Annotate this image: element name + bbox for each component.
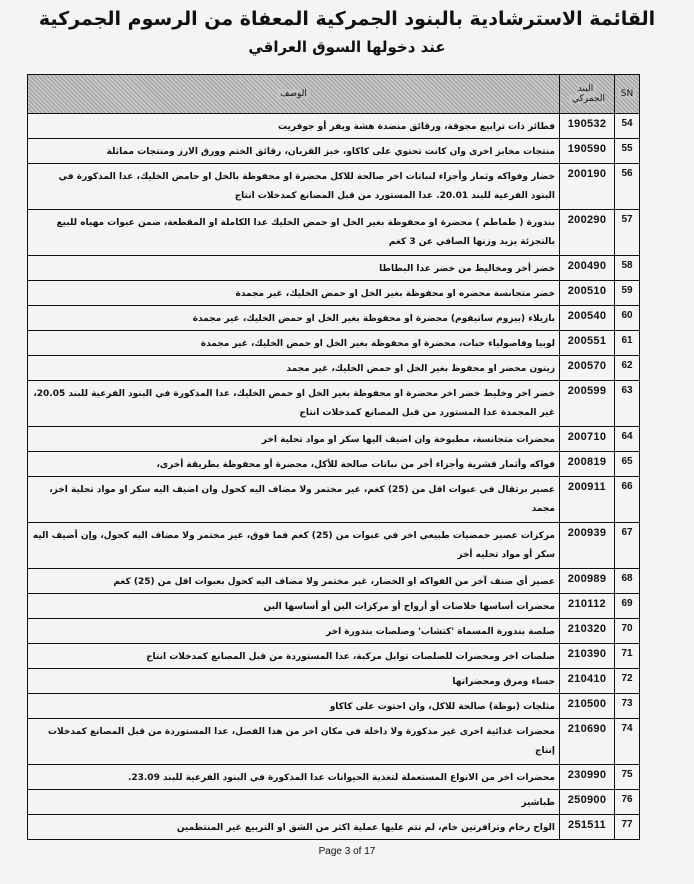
- row-sn: 71: [615, 644, 640, 669]
- row-description: مركزات عصير حمضيات طبيعي اخر في عبوات من (25) كغم فما فوق، غير مختمر ولا مضاف اليه كحول، وإن أضيف اليه سكر أو مواد تحليه أخر: [28, 523, 560, 569]
- table-row: [28, 381, 640, 427]
- row-code: 200939: [560, 523, 615, 569]
- table-row: [28, 719, 640, 765]
- row-code: 200551: [560, 331, 615, 356]
- row-sn: 57: [615, 210, 640, 256]
- row-description: محضرات غذائية اخرى غير مذكورة ولا داخلة في مكان اخر من هذا الفصل، عدا المستوردة من قبل المصانع كمدخلات إنتاج: [28, 719, 560, 765]
- row-code: 250900: [560, 790, 615, 815]
- header-desc: الوصف: [28, 75, 560, 114]
- row-code: 200290: [560, 210, 615, 256]
- row-description: صلصات اخر ومحضرات للصلصات توابل مركبة، عدا المستوردة من قبل المصانع كمدخلات انتاج: [28, 644, 560, 669]
- row-description: عصير برتقال في عبوات اقل من (25) كغم، غير مختمر ولا مضاف اليه كحول وان اضيف اليه سكر او مواد تحلية اخر، مجمد: [28, 477, 560, 523]
- row-code: 200819: [560, 452, 615, 477]
- row-code: 230990: [560, 765, 615, 790]
- row-sn: 76: [615, 790, 640, 815]
- row-description: فواكه وأثمار قشرية وأجزاء أخر من نباتات صالحة للأكل، محضرة أو محفوظة بطريقة أخرى،: [28, 452, 560, 477]
- table-row: [28, 619, 640, 644]
- table-row: [28, 114, 640, 139]
- row-sn: 77: [615, 815, 640, 840]
- table-row: [28, 694, 640, 719]
- row-code: 200989: [560, 569, 615, 594]
- row-code: 200911: [560, 477, 615, 523]
- table-row: [28, 477, 640, 523]
- row-sn: 61: [615, 331, 640, 356]
- row-code: 210500: [560, 694, 615, 719]
- table-header-row: [28, 75, 640, 114]
- table-row: [28, 594, 640, 619]
- table-row: [28, 569, 640, 594]
- table-row: [28, 164, 640, 210]
- row-code: 210112: [560, 594, 615, 619]
- table-row: [28, 210, 640, 256]
- table-row: [28, 281, 640, 306]
- row-description: بندورة ( طماطم ) محضرة او محفوظة بغير الخل او حمض الخليك عدا الكاملة او المقطعة، ضمن عبوات مهياه للبيع بالتجزئة يزيد وزنها الصافي عن 3 كغم: [28, 210, 560, 256]
- page-title: القائمة الاسترشادية بالبنود الجمركية المعفاة من الرسوم الجمركية: [38, 8, 656, 30]
- row-description: طباشير: [28, 790, 560, 815]
- row-description: محضرات أساسها خلاصات أو أرواح أو مركزات البن أو أساسها البن: [28, 594, 560, 619]
- row-sn: 67: [615, 523, 640, 569]
- header-code: البند الجمركي: [560, 75, 615, 114]
- row-code: 200540: [560, 306, 615, 331]
- row-sn: 59: [615, 281, 640, 306]
- table-row: [28, 331, 640, 356]
- row-sn: 74: [615, 719, 640, 765]
- row-description: مثلجات (بوظة) صالحة للاكل، وان احتوت على كاكاو: [28, 694, 560, 719]
- row-code: 200190: [560, 164, 615, 210]
- header-sn: SN: [615, 75, 640, 114]
- row-description: صلصة بندورة المسماة 'كتشاب' وصلصات بندورة اخر: [28, 619, 560, 644]
- row-sn: 58: [615, 256, 640, 281]
- table-row: [28, 306, 640, 331]
- row-description: عصير أي صنف آخر من الفواكه او الخضار، غير مختمر ولا مضاف اليه كحول بعبوات اقل من (25) كغم: [28, 569, 560, 594]
- row-sn: 66: [615, 477, 640, 523]
- table-row: [28, 669, 640, 694]
- row-description: خضار وفواكه وثمار وأجزاء لنباتات اخر صالحة للاكل محضرة او محفوظة بالخل او حامض الخليك، عدا المذكورة في البنود الفرعية للبند 20.01. عدا المستورد من قبل المصانع كمدخلات انتاج: [28, 164, 560, 210]
- row-code: 190532: [560, 114, 615, 139]
- row-description: بازيلاء (بيزوم ساتيفوم) محضرة او محفوظة بغير الخل او حمض الخليك، غير مجمدة: [28, 306, 560, 331]
- table-row: [28, 452, 640, 477]
- row-sn: 56: [615, 164, 640, 210]
- row-description: الواح رخام وترافرتين خام، لم تتم عليها عملية اكثر من الشق او التربيع غير المنتظمين: [28, 815, 560, 840]
- row-description: زيتون محضر او محفوظ بغير الخل او حمض الخليك، غير مجمد: [28, 356, 560, 381]
- table-row: [28, 523, 640, 569]
- row-sn: 72: [615, 669, 640, 694]
- page-number: Page 3 of 17: [318, 846, 376, 857]
- row-description: خضر أخر ومخاليط من خضر عدا البطاطا: [28, 256, 560, 281]
- row-sn: 55: [615, 139, 640, 164]
- table-row: [28, 427, 640, 452]
- row-sn: 73: [615, 694, 640, 719]
- row-code: 210390: [560, 644, 615, 669]
- row-code: 210320: [560, 619, 615, 644]
- row-description: حساء ومرق ومحضراتها: [28, 669, 560, 694]
- row-sn: 64: [615, 427, 640, 452]
- row-sn: 63: [615, 381, 640, 427]
- row-code: 200710: [560, 427, 615, 452]
- row-sn: 69: [615, 594, 640, 619]
- row-sn: 70: [615, 619, 640, 644]
- row-sn: 65: [615, 452, 640, 477]
- tariff-table: [27, 74, 640, 840]
- row-sn: 68: [615, 569, 640, 594]
- row-description: خضر متجانسة محضره او محفوظة بغير الخل او حمض الخليك، غير مجمدة: [28, 281, 560, 306]
- row-sn: 60: [615, 306, 640, 331]
- row-description: خضر اخر وخليط خضر اخر محضرة او محفوظة بغير الخل او حمض الخليك، عدا المذكورة في البنود الفرعية للبند 20.05، غير المجمدة عدا المستورد من قبل المصانع كمدخلات انتاج: [28, 381, 560, 427]
- row-code: 200599: [560, 381, 615, 427]
- page-subtitle: عند دخولها السوق العراقي: [248, 38, 446, 56]
- table-row: [28, 644, 640, 669]
- table-row: [28, 256, 640, 281]
- row-sn: 75: [615, 765, 640, 790]
- row-description: محضرات اخر من الانواع المستعملة لتغذية الحيوانات عدا المذكورة في البنود الفرعية للبند 23.09.: [28, 765, 560, 790]
- table-row: [28, 815, 640, 840]
- table-row: [28, 139, 640, 164]
- row-code: 200490: [560, 256, 615, 281]
- row-code: 210690: [560, 719, 615, 765]
- row-code: 251511: [560, 815, 615, 840]
- row-description: لوبيا وفاصولياء حبات، محضرة او محفوظة بغير الخل او حمض الخليك، غير مجمدة: [28, 331, 560, 356]
- row-description: فطائر ذات ترابيع مجوفة، ورقائق منضدة هشة ويفر أو جوفريت: [28, 114, 560, 139]
- row-code: 200570: [560, 356, 615, 381]
- row-sn: 54: [615, 114, 640, 139]
- row-description: محضرات متجانسة، مطبوخة وان اضيف اليها سكر او مواد تحلية اخر: [28, 427, 560, 452]
- row-code: 210410: [560, 669, 615, 694]
- table-row: [28, 790, 640, 815]
- row-description: منتجات مخابز اخرى وان كانت تحتوي على كاكاو، خبز القربان، رقائق الختم وورق الارز ومنتجات مماثلة: [28, 139, 560, 164]
- row-code: 200510: [560, 281, 615, 306]
- table-row: [28, 356, 640, 381]
- row-code: 190590: [560, 139, 615, 164]
- row-sn: 62: [615, 356, 640, 381]
- table-row: [28, 765, 640, 790]
